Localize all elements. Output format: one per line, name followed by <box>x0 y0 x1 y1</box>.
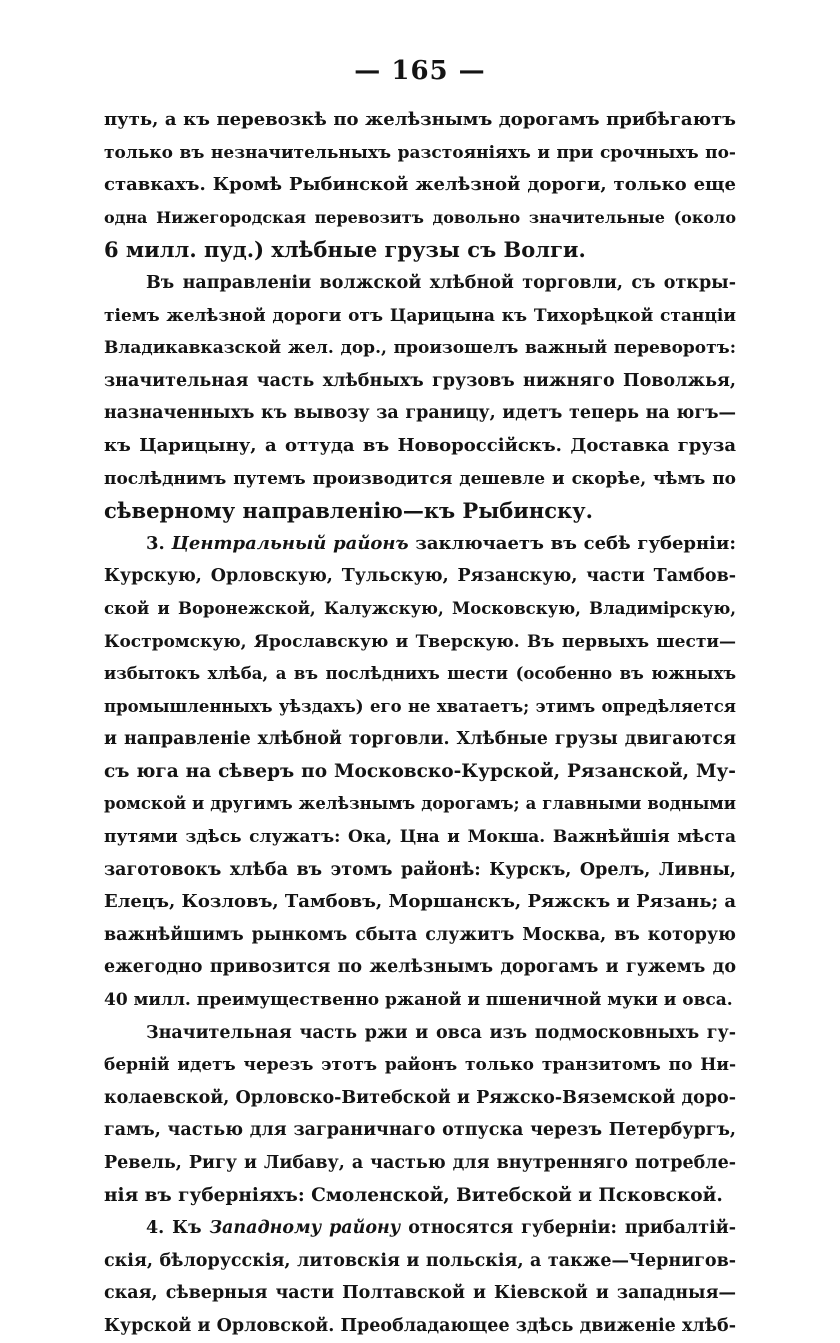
text-line: берній идетъ черезъ этотъ районъ только транзитомъ по Ни- <box>104 1055 736 1076</box>
text-line: Значительная часть ржи и овса изъ подмосковныхъ гу- <box>146 1022 736 1043</box>
text-line: Въ направленіи волжской хлѣбной торговли, съ откры- <box>146 272 736 293</box>
text-line: назначенныхъ къ вывозу за границу, идетъ теперь на югъ— <box>104 403 736 424</box>
text-line: важнѣйшимъ рынкомъ сбыта служитъ Москва, въ которую <box>104 924 736 945</box>
text-line: Курской и Орловской. Преобладающее здѣсь движеніе хлѣб- <box>104 1315 736 1336</box>
text-line: съ юга на сѣверъ по Московско-Курской, Рязанской, Му- <box>104 760 736 782</box>
text-line: и направленіе хлѣбной торговли. Хлѣбные грузы двигаются <box>104 729 736 750</box>
text-line: значительная часть хлѣбныхъ грузовъ нижняго Поволжья, <box>104 370 736 391</box>
text-line: скія, бѣлорусскія, литовскія и польскія, а также—Чернигов- <box>104 1250 736 1271</box>
text-line: ской и Воронежской, Калужскую, Московскую, Владимірскую, <box>104 598 736 618</box>
text-line: Елецъ, Козловъ, Тамбовъ, Моршанскъ, Ряжскъ и Рязань; а <box>104 891 737 913</box>
page-number: — 165 — <box>354 56 486 86</box>
text-line: тіемъ желѣзной дороги отъ Царицына къ Тихорѣцкой станціи <box>104 305 736 326</box>
text-line: путями здѣсь служатъ: Ока, Цна и Мокша. Важнѣйшія мѣста <box>104 827 736 848</box>
line-prefix: 4. Къ <box>146 1218 210 1239</box>
text-line: одна Нижегородская перевозитъ довольно значительные (около <box>104 207 736 227</box>
italic-heading: Западному району <box>209 1218 401 1239</box>
text-line: путь, а къ перевозкѣ по желѣзнымъ дорогамъ прибѣгаютъ <box>104 109 736 130</box>
text-line: нія въ губерніяхъ: Смоленской, Витебской и Псковской. <box>104 1184 723 1206</box>
text-line: Ревель, Ригу и Либаву, а частью для внутренняго потребле- <box>104 1153 736 1173</box>
text-line: сѣверному направленію—къ Рыбинску. <box>104 498 593 524</box>
text-line: заготовокъ хлѣба въ этомъ районѣ: Курскъ, Орелъ, Ливны, <box>104 859 736 880</box>
italic-heading: Центральный районъ <box>171 532 409 554</box>
text-line: послѣднимъ путемъ производится дешевле и скорѣе, чѣмъ по <box>104 468 736 489</box>
text-line: Курскую, Орловскую, Тульскую, Рязанскую, части Тамбов- <box>104 566 736 587</box>
text-line: только въ незначительныхъ разстояніяхъ и при срочныхъ по- <box>104 142 736 163</box>
text-line: колаевской, Орловско-Витебской и Ряжско-Вяземской доро- <box>104 1087 736 1108</box>
text-line: промышленныхъ уѣздахъ) его не хватаетъ; этимъ опредѣляется <box>104 696 736 716</box>
text-line: къ Царицыну, а оттуда въ Новороссійскъ. Доставка груза <box>104 434 736 456</box>
text-line: ромской и другимъ желѣзнымъ дорогамъ; а главными водными <box>104 794 736 814</box>
text-line: гамъ, частью для заграничнаго отпуска черезъ Петербургъ, <box>104 1120 736 1141</box>
text-line: 40 милл. преимущественно ржаной и пшеничной муки и овса. <box>104 990 733 1011</box>
line-prefix: 3. <box>146 532 172 554</box>
text-line: избытокъ хлѣба, а въ послѣднихъ шести (особенно въ южныхъ <box>104 664 736 684</box>
text-line <box>104 528 736 561</box>
text-line: ская, сѣверныя части Полтавской и Кіевской и западныя— <box>104 1283 736 1304</box>
text-line: Владикавказской жел. дор., произошелъ важный переворотъ: <box>104 338 736 359</box>
text-line: ежегодно привозится по желѣзнымъ дорогамъ и гужемъ до <box>104 957 736 978</box>
text-line: ставкахъ. Кромѣ Рыбинской желѣзной дороги, только еще <box>104 174 736 196</box>
text-line: Костромскую, Ярославскую и Тверскую. Въ первыхъ шести— <box>104 631 736 652</box>
text-line: 6 милл. пуд.) хлѣбные грузы съ Волги. <box>104 237 586 263</box>
body-text <box>104 104 736 1343</box>
line-text: относятся губерніи: прибалтій- <box>400 1218 736 1239</box>
text-line <box>104 1212 736 1245</box>
line-text: заключаетъ въ себѣ губерніи: <box>408 532 737 554</box>
